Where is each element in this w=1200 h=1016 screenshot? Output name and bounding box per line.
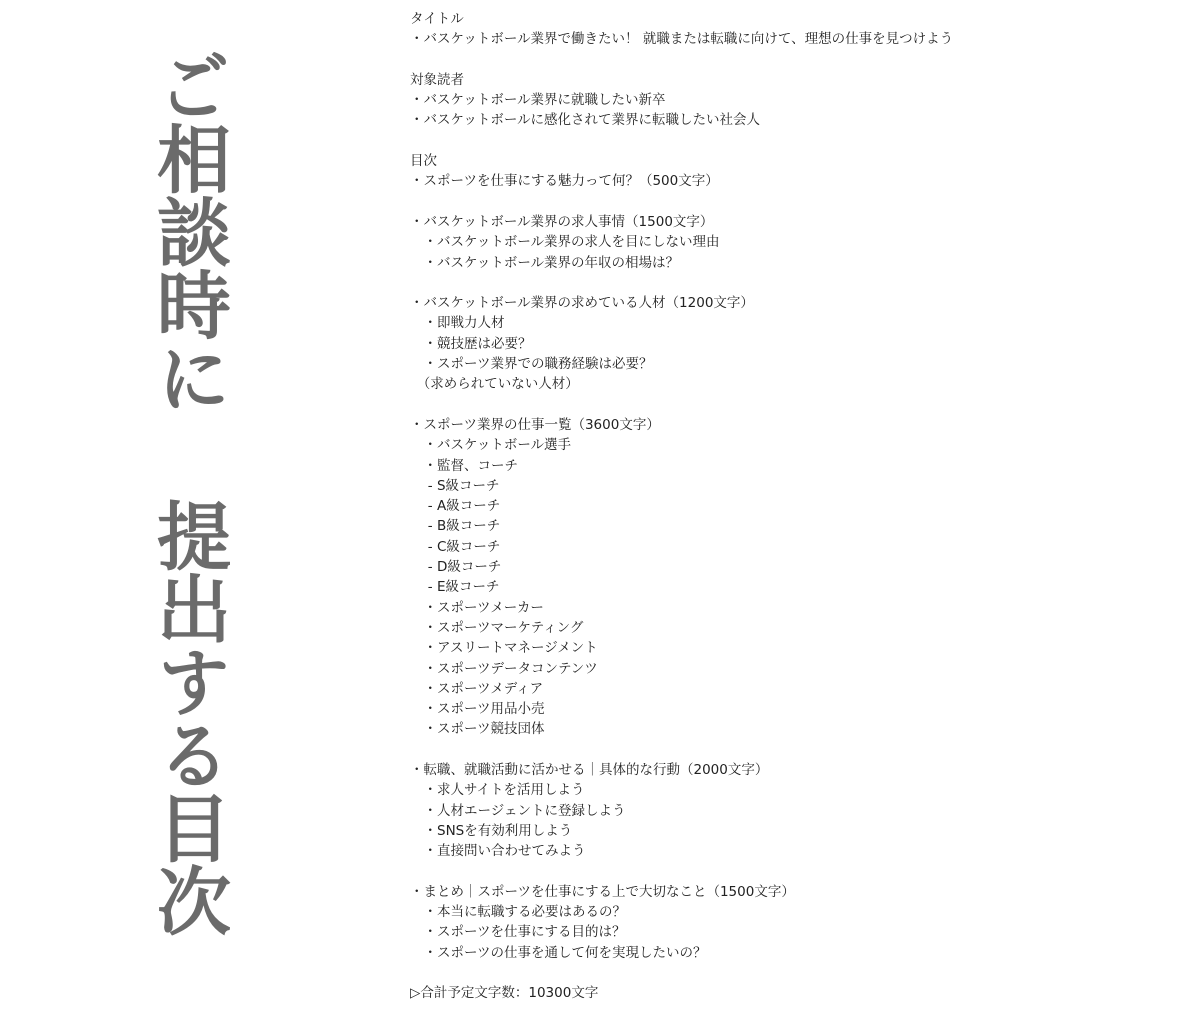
outline-line: - D級コーチ	[410, 559, 502, 576]
outline-line: ・バスケットボール業界の求人事情（1500文字）	[410, 213, 714, 230]
outline-line: ・即戦力人材	[410, 315, 505, 332]
vertical-heading: ご相談時に 提出する目次	[145, 48, 231, 936]
blank-line	[410, 963, 1190, 983]
outline-line: ▷合計予定文字数：10300文字	[410, 985, 599, 1002]
blank-line	[410, 50, 1190, 70]
outline-line: ・スポーツメディア	[410, 680, 544, 697]
outline-line: ・求人サイトを活用しよう	[410, 782, 585, 799]
outline-line: タイトル	[410, 11, 464, 27]
outline-line: ・人材エージェントに登録しよう	[410, 802, 626, 819]
outline-line: ・バスケットボールに感化されて業界に転職したい社会人	[410, 112, 761, 129]
outline-line: - B級コーチ	[410, 518, 501, 535]
outline-line: （求められていない人材）	[410, 376, 579, 393]
outline-line: ・スポーツメーカー	[410, 599, 544, 616]
outline-line: ・転職、就職活動に活かせる｜具体的な行動（2000文字）	[410, 761, 769, 778]
outline-document	[410, 9, 1190, 1004]
outline-line: ・スポーツを仕事にする魅力って何？（500文字）	[410, 173, 719, 190]
outline-line: - C級コーチ	[410, 538, 501, 555]
outline-line: ・SNSを有効利用しよう	[410, 822, 573, 839]
outline-line: ・スポーツマーケティング	[410, 619, 584, 636]
outline-line: ・バスケットボール選手	[410, 437, 572, 454]
blank-line	[410, 740, 1190, 760]
outline-line: - E級コーチ	[410, 579, 500, 596]
blank-line	[410, 131, 1190, 151]
outline-line: ・バスケットボール業界に就職したい新卒	[410, 92, 666, 109]
outline-line: - A級コーチ	[410, 498, 501, 515]
outline-line: ・バスケットボール業界の年収の相場は？	[410, 254, 680, 271]
outline-line: ・まとめ｜スポーツを仕事にする上で大切なこと（1500文字）	[410, 883, 795, 900]
outline-line: ・バスケットボール業界の求人を目にしない理由	[410, 234, 720, 251]
outline-line: ・競技歴は必要？	[410, 335, 532, 352]
outline-line: ・スポーツの仕事を通して何を実現したいの？	[410, 944, 707, 961]
blank-line	[410, 861, 1190, 881]
outline-line: ・直接問い合わせてみよう	[410, 843, 586, 860]
outline-line: ・スポーツを仕事にする目的は？	[410, 924, 626, 941]
outline-line: ・バスケットボール業界の求めている人材（1200文字）	[410, 295, 754, 312]
outline-line: ・バスケットボール業界で働きたい！ 就職または転職に向けて、理想の仕事を見つけよう	[410, 31, 954, 48]
blank-line	[410, 273, 1190, 293]
outline-line: ・スポーツ競技団体	[410, 721, 545, 738]
outline-line: 目次	[410, 153, 437, 170]
outline-line: ・アスリートマネージメント	[410, 640, 598, 657]
blank-line	[410, 395, 1190, 415]
outline-line: ・スポーツデータコンテンツ	[410, 660, 598, 677]
outline-line: ・スポーツ用品小売	[410, 701, 545, 718]
outline-line: ・スポーツ業界の仕事一覧（3600文字）	[410, 416, 660, 433]
outline-line: ・監督、コーチ	[410, 457, 518, 474]
outline-line: 対象読者	[410, 71, 464, 88]
outline-line: ・本当に転職する必要はあるの？	[410, 904, 626, 921]
outline-line: - S級コーチ	[410, 477, 500, 494]
outline-line: ・スポーツ業界での職務経験は必要？	[410, 356, 653, 373]
blank-line	[410, 192, 1190, 212]
